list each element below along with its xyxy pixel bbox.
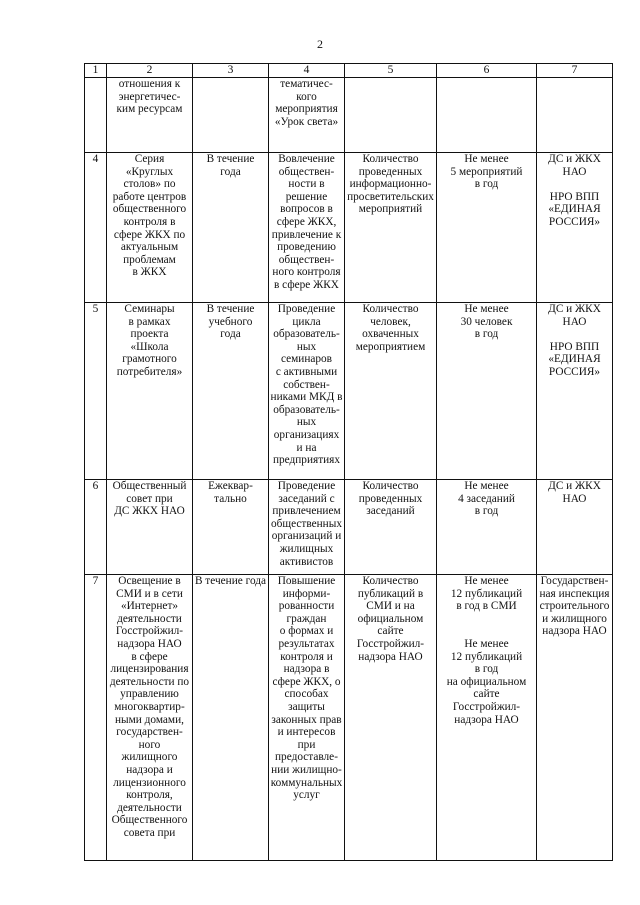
value-cell: Не менее 5 мероприятий в год: [437, 153, 537, 303]
table-row: [85, 153, 613, 303]
column-number-2: 2: [107, 64, 193, 78]
row-number-cell: 5: [85, 303, 107, 480]
column-number-5: 5: [345, 64, 437, 78]
value-cell: [437, 78, 537, 153]
period-cell: В течение года: [193, 153, 269, 303]
period-cell: [193, 78, 269, 153]
indicator-cell: Количество публикаций в СМИ и на официальном сайте Госстройжил- надзора НАО: [345, 575, 437, 861]
table-row: [85, 78, 613, 153]
row-number-cell: 7: [85, 575, 107, 861]
column-number-1: 1: [85, 64, 107, 78]
indicator-cell: Количество проведенных информационно- просветительских мероприятий: [345, 153, 437, 303]
responsible-cell: ДС и ЖКХ НАО: [537, 480, 613, 575]
event-cell: отношения к энергетичес- ким ресурсам: [107, 78, 193, 153]
goal-cell: Повышение информи- рованности граждан о формах и результатах контроля и надзора в сфере ЖКХ, о способах защиты законных прав и интересов при предоставле- нии жилищно- коммунальных услуг: [269, 575, 345, 861]
row-number-cell: 4: [85, 153, 107, 303]
column-number-7: 7: [537, 64, 613, 78]
period-cell: Ежеквар- тально: [193, 480, 269, 575]
table-row: [85, 480, 613, 575]
goal-cell: Проведение цикла образователь- ных семинаров с активными собствен- никами МКД в образователь- ных организациях и на предприятиях: [269, 303, 345, 480]
event-cell: Общественный совет при ДС ЖКХ НАО: [107, 480, 193, 575]
row-number-cell: [85, 78, 107, 153]
event-cell: Серия «Круглых столов» по работе центров общественного контроля в сфере ЖКХ по актуальным проблемам в ЖКХ: [107, 153, 193, 303]
value-cell: Не менее 30 человек в год: [437, 303, 537, 480]
goal-cell: тематичес- кого мероприятия «Урок света»: [269, 78, 345, 153]
period-cell: В течение учебного года: [193, 303, 269, 480]
indicator-cell: [345, 78, 437, 153]
value-cell: Не менее 4 заседаний в год: [437, 480, 537, 575]
event-cell: Семинары в рамках проекта «Школа грамотного потребителя»: [107, 303, 193, 480]
column-number-3: 3: [193, 64, 269, 78]
responsible-cell: ДС и ЖКХ НАО НРО ВПП «ЕДИНАЯ РОССИЯ»: [537, 303, 613, 480]
goal-cell: Вовлечение обществен- ности в решение вопросов в сфере ЖКХ, привлечение к проведению обществен- ного контроля в сфере ЖКХ: [269, 153, 345, 303]
period-cell: В течение года: [193, 575, 269, 861]
event-cell: Освещение в СМИ и в сети «Интернет» деятельности Госстройжил- надзора НАО в сфере лицензирования деятельности по управлению многоквартир- ными домами, государствен- ного жилищного надзора и лицензионного контроля, деятельности Общественного совета при: [107, 575, 193, 861]
responsible-cell: [537, 78, 613, 153]
value-cell: Не менее 12 публикаций в год в СМИ Не менее 12 публикаций в год на официальном сайте Госстройжил- надзора НАО: [437, 575, 537, 861]
responsible-cell: Государствен- ная инспекция строительного и жилищного надзора НАО: [537, 575, 613, 861]
page-number: 2: [317, 37, 323, 51]
table-header-row: [85, 64, 613, 78]
activity-plan-table: [84, 63, 613, 861]
indicator-cell: Количество проведенных заседаний: [345, 480, 437, 575]
table-row: [85, 575, 613, 861]
column-number-6: 6: [437, 64, 537, 78]
row-number-cell: 6: [85, 480, 107, 575]
indicator-cell: Количество человек, охваченных мероприятием: [345, 303, 437, 480]
responsible-cell: ДС и ЖКХ НАО НРО ВПП «ЕДИНАЯ РОССИЯ»: [537, 153, 613, 303]
column-number-4: 4: [269, 64, 345, 78]
goal-cell: Проведение заседаний с привлечением общественных организаций и жилищных активистов: [269, 480, 345, 575]
table-row: [85, 303, 613, 480]
